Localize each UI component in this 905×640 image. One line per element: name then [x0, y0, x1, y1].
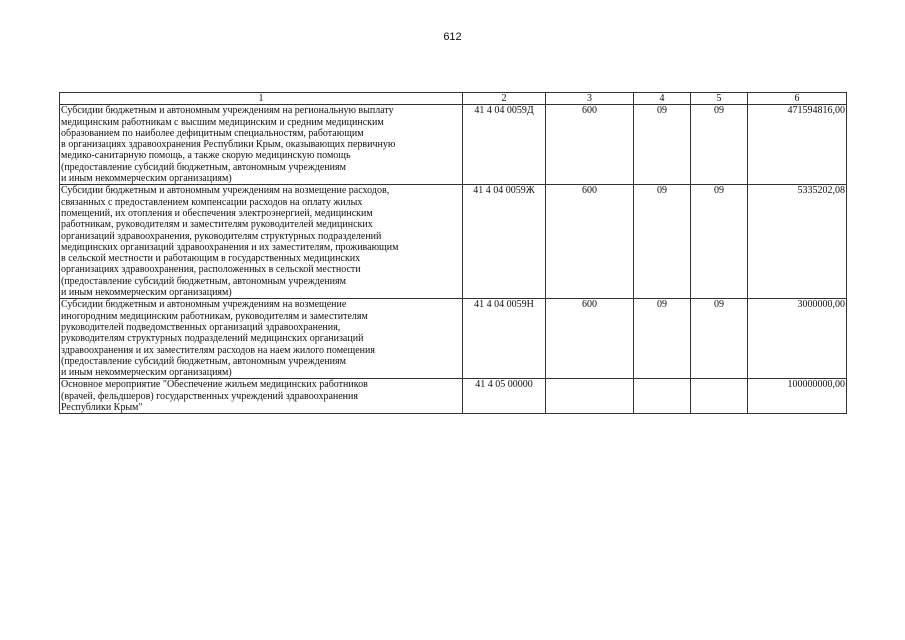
- row-description: Субсидии бюджетным и автономным учреждениям на региональную выплату медицинским работникам с высшим медицинским и средним медицинским образованием по наиболее дефицитным специальностям, работающим в организациях здравоохранения Республики Крым, оказывающих первичную медико-санитарную помощь, а также скорую медицинскую помощь (предоставление субсидий бюджетным, автономным учреждениям и иным некоммерческим организациям): [60, 105, 463, 185]
- row-col4: 09: [634, 185, 691, 299]
- table-row: [60, 105, 847, 185]
- budget-table: [59, 92, 847, 414]
- row-description: Основное мероприятие "Обеспечение жильем медицинских работников (врачей, фельдшеров) государственных учреждений здравоохранения Республики Крым": [60, 379, 463, 414]
- column-header-6: 6: [748, 93, 847, 105]
- row-col3: [546, 379, 634, 414]
- row-col3: 600: [546, 299, 634, 379]
- row-code: 41 4 04 0059Ж: [463, 185, 546, 299]
- row-col5: 09: [691, 105, 748, 185]
- column-header-2: 2: [463, 93, 546, 105]
- row-col3: 600: [546, 105, 634, 185]
- row-amount: 471594816,00: [748, 105, 847, 185]
- table-row: [60, 185, 847, 299]
- row-code: 41 4 05 00000: [463, 379, 546, 414]
- row-col5: 09: [691, 299, 748, 379]
- row-amount: 5335202,08: [748, 185, 847, 299]
- row-code: 41 4 04 0059Н: [463, 299, 546, 379]
- row-col4: 09: [634, 299, 691, 379]
- row-col5: [691, 379, 748, 414]
- row-amount: 100000000,00: [748, 379, 847, 414]
- row-code: 41 4 04 0059Д: [463, 105, 546, 185]
- table-row: [60, 379, 847, 414]
- table-row: [60, 299, 847, 379]
- column-header-5: 5: [691, 93, 748, 105]
- column-header-3: 3: [546, 93, 634, 105]
- column-header-1: 1: [60, 93, 463, 105]
- row-description: Субсидии бюджетным и автономным учреждениям на возмещение расходов, связанных с предоставлением компенсации расходов на оплату жилых помещений, их отопления и обеспечения электроэнергией, медицинским работникам, руководителям и заместителям руководителей медицинских организаций здравоохранения, руководителям структурных подразделений медицинских организаций здравоохранения и их заместителям, проживающим в сельской местности и работающим в государственных медицинских организациях здравоохранения, расположенных в сельской местности (предоставление субсидий бюджетным, автономным учреждениям и иным некоммерческим организациям): [60, 185, 463, 299]
- header-row: [60, 93, 847, 105]
- row-description: Субсидии бюджетным и автономным учреждениям на возмещение иногородним медицинским работникам, руководителям и заместителям руководителей подведомственных организаций здравоохранения, руководителям структурных подразделений медицинских организаций здравоохранения и их заместителям расходов на наем жилого помещения (предоставление субсидий бюджетным, автономным учреждениям и иным некоммерческим организациям): [60, 299, 463, 379]
- row-col4: [634, 379, 691, 414]
- row-col3: 600: [546, 185, 634, 299]
- row-col4: 09: [634, 105, 691, 185]
- row-col5: 09: [691, 185, 748, 299]
- row-amount: 3000000,00: [748, 299, 847, 379]
- column-header-4: 4: [634, 93, 691, 105]
- page-number: 612: [443, 31, 462, 43]
